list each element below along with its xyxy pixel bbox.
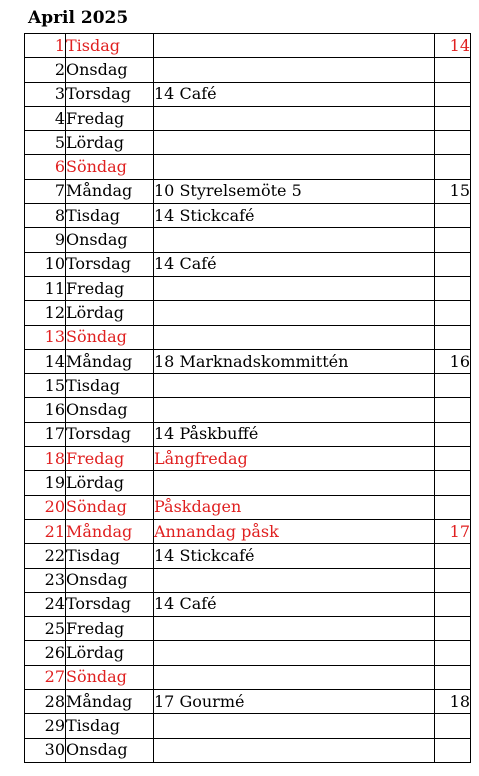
calendar-row — [25, 617, 471, 641]
week-number: 15 — [435, 179, 471, 203]
day-number: 13 — [25, 325, 66, 349]
week-number — [435, 665, 471, 689]
calendar-row — [25, 228, 471, 252]
calendar-row — [25, 252, 471, 276]
week-number — [435, 276, 471, 300]
day-number: 26 — [25, 641, 66, 665]
week-number: 16 — [435, 349, 471, 373]
day-number: 11 — [25, 276, 66, 300]
event-text — [154, 131, 435, 155]
calendar-row — [25, 58, 471, 82]
event-text — [154, 106, 435, 130]
weekday-name: Söndag — [66, 155, 154, 179]
event-text — [154, 568, 435, 592]
event-text: 14 Café — [154, 252, 435, 276]
event-text — [154, 34, 435, 58]
weekday-name: Lördag — [66, 131, 154, 155]
event-text: 18 Marknadskommittén — [154, 349, 435, 373]
event-text: Påskdagen — [154, 495, 435, 519]
calendar-row — [25, 738, 471, 762]
weekday-name: Tisdag — [66, 714, 154, 738]
day-number: 27 — [25, 665, 66, 689]
week-number — [435, 374, 471, 398]
calendar-row — [25, 34, 471, 58]
week-number — [435, 106, 471, 130]
calendar-row — [25, 519, 471, 543]
week-number — [435, 228, 471, 252]
day-number: 17 — [25, 422, 66, 446]
day-number: 4 — [25, 106, 66, 130]
event-text — [154, 228, 435, 252]
day-number: 30 — [25, 738, 66, 762]
calendar-row — [25, 155, 471, 179]
calendar-row — [25, 301, 471, 325]
event-text — [154, 325, 435, 349]
weekday-name: Fredag — [66, 276, 154, 300]
week-number — [435, 592, 471, 616]
calendar-row — [25, 325, 471, 349]
day-number: 7 — [25, 179, 66, 203]
event-text — [154, 374, 435, 398]
event-text: 17 Gourmé — [154, 690, 435, 714]
week-number — [435, 204, 471, 228]
week-number — [435, 301, 471, 325]
week-number: 18 — [435, 690, 471, 714]
day-number: 2 — [25, 58, 66, 82]
weekday-name: Tisdag — [66, 34, 154, 58]
week-number — [435, 398, 471, 422]
day-number: 20 — [25, 495, 66, 519]
weekday-name: Måndag — [66, 179, 154, 203]
event-text — [154, 58, 435, 82]
day-number: 16 — [25, 398, 66, 422]
week-number — [435, 617, 471, 641]
weekday-name: Torsdag — [66, 422, 154, 446]
day-number: 6 — [25, 155, 66, 179]
week-number — [435, 82, 471, 106]
week-number — [435, 568, 471, 592]
event-text — [154, 738, 435, 762]
weekday-name: Söndag — [66, 325, 154, 349]
calendar-table — [24, 33, 471, 763]
weekday-name: Lördag — [66, 301, 154, 325]
weekday-name: Onsdag — [66, 228, 154, 252]
day-number: 29 — [25, 714, 66, 738]
day-number: 19 — [25, 471, 66, 495]
event-text — [154, 617, 435, 641]
weekday-name: Torsdag — [66, 252, 154, 276]
weekday-name: Måndag — [66, 690, 154, 714]
week-number: 17 — [435, 519, 471, 543]
day-number: 9 — [25, 228, 66, 252]
weekday-name: Måndag — [66, 519, 154, 543]
week-number: 14 — [435, 34, 471, 58]
week-number — [435, 131, 471, 155]
day-number: 15 — [25, 374, 66, 398]
calendar-row — [25, 592, 471, 616]
day-number: 24 — [25, 592, 66, 616]
calendar-row — [25, 82, 471, 106]
event-text: 14 Stickcafé — [154, 544, 435, 568]
calendar-row — [25, 544, 471, 568]
week-number — [435, 252, 471, 276]
calendar-row — [25, 398, 471, 422]
week-number — [435, 714, 471, 738]
event-text: 14 Påskbuffé — [154, 422, 435, 446]
event-text: Långfredag — [154, 447, 435, 471]
day-number: 28 — [25, 690, 66, 714]
calendar-row — [25, 641, 471, 665]
weekday-name: Tisdag — [66, 374, 154, 398]
calendar-row — [25, 131, 471, 155]
calendar-row — [25, 714, 471, 738]
day-number: 12 — [25, 301, 66, 325]
weekday-name: Onsdag — [66, 738, 154, 762]
day-number: 23 — [25, 568, 66, 592]
weekday-name: Måndag — [66, 349, 154, 373]
calendar-row — [25, 422, 471, 446]
day-number: 22 — [25, 544, 66, 568]
event-text — [154, 714, 435, 738]
calendar-row — [25, 665, 471, 689]
event-text — [154, 641, 435, 665]
day-number: 3 — [25, 82, 66, 106]
day-number: 14 — [25, 349, 66, 373]
weekday-name: Onsdag — [66, 398, 154, 422]
day-number: 25 — [25, 617, 66, 641]
calendar-row — [25, 179, 471, 203]
weekday-name: Tisdag — [66, 544, 154, 568]
week-number — [435, 738, 471, 762]
week-number — [435, 447, 471, 471]
calendar-row — [25, 106, 471, 130]
calendar-row — [25, 204, 471, 228]
weekday-name: Onsdag — [66, 58, 154, 82]
weekday-name: Fredag — [66, 617, 154, 641]
week-number — [435, 422, 471, 446]
week-number — [435, 495, 471, 519]
event-text: 14 Stickcafé — [154, 204, 435, 228]
week-number — [435, 155, 471, 179]
event-text — [154, 665, 435, 689]
weekday-name: Torsdag — [66, 592, 154, 616]
weekday-name: Lördag — [66, 471, 154, 495]
weekday-name: Fredag — [66, 447, 154, 471]
calendar-row — [25, 374, 471, 398]
day-number: 1 — [25, 34, 66, 58]
day-number: 5 — [25, 131, 66, 155]
week-number — [435, 544, 471, 568]
week-number — [435, 325, 471, 349]
event-text: 14 Café — [154, 82, 435, 106]
calendar-row — [25, 471, 471, 495]
day-number: 21 — [25, 519, 66, 543]
event-text — [154, 276, 435, 300]
week-number — [435, 641, 471, 665]
event-text — [154, 471, 435, 495]
event-text — [154, 398, 435, 422]
weekday-name: Söndag — [66, 495, 154, 519]
day-number: 10 — [25, 252, 66, 276]
weekday-name: Tisdag — [66, 204, 154, 228]
day-number: 18 — [25, 447, 66, 471]
calendar-row — [25, 276, 471, 300]
calendar-row — [25, 568, 471, 592]
calendar-row — [25, 447, 471, 471]
weekday-name: Lördag — [66, 641, 154, 665]
calendar-body — [25, 34, 471, 763]
calendar-row — [25, 690, 471, 714]
page-title: April 2025 — [28, 8, 129, 28]
week-number — [435, 58, 471, 82]
calendar-row — [25, 495, 471, 519]
week-number — [435, 471, 471, 495]
weekday-name: Fredag — [66, 106, 154, 130]
event-text: Annandag påsk — [154, 519, 435, 543]
day-number: 8 — [25, 204, 66, 228]
event-text: 10 Styrelsemöte 5 — [154, 179, 435, 203]
weekday-name: Torsdag — [66, 82, 154, 106]
event-text — [154, 155, 435, 179]
weekday-name: Söndag — [66, 665, 154, 689]
calendar-row — [25, 349, 471, 373]
event-text — [154, 301, 435, 325]
event-text: 14 Café — [154, 592, 435, 616]
weekday-name: Onsdag — [66, 568, 154, 592]
